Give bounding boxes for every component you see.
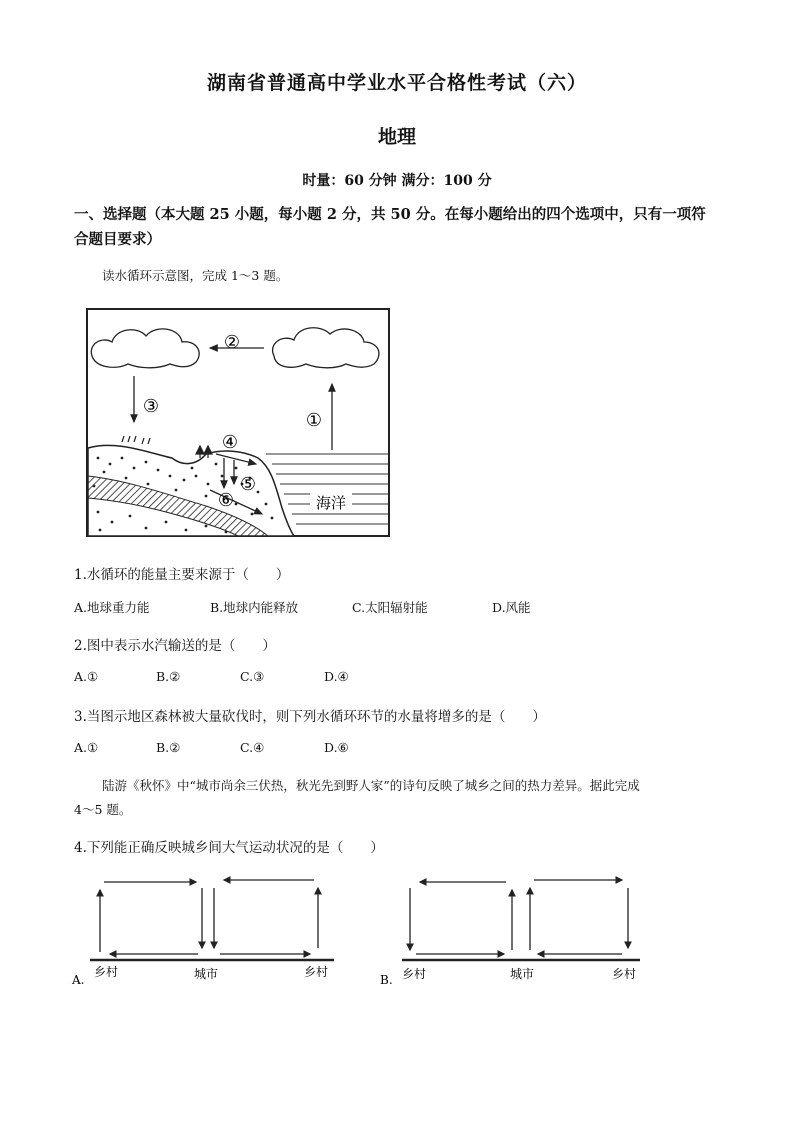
q2-option-b[interactable]: B.② (156, 669, 181, 684)
q4-a-label-center: 城市 (194, 967, 219, 981)
label-4: ④ (221, 432, 239, 453)
q3-option-d[interactable]: D.⑥ (324, 740, 349, 755)
q4-option-a-diagram[interactable] (70, 868, 340, 988)
q3-stem: 3.当图示地区森林被大量砍伐时，则下列水循环环节的水量将增多的是（ ） (74, 709, 546, 725)
q3-option-b[interactable]: B.② (156, 740, 181, 755)
q4-option-a-letter: A. (72, 973, 85, 987)
q4-b-label-center: 城市 (510, 967, 535, 981)
q4-a-label-left: 乡村 (94, 965, 119, 979)
ocean-label: 海洋 (315, 494, 347, 512)
q1-option-a[interactable]: A.地球重力能 (74, 600, 150, 615)
water-cycle-diagram (86, 308, 392, 540)
q4-b-label-left: 乡村 (402, 967, 427, 981)
cloud-right-icon (273, 328, 379, 368)
q2-option-a[interactable]: A.① (74, 669, 99, 684)
label-2: ② (223, 332, 241, 353)
q3-option-a[interactable]: A.① (74, 740, 99, 755)
label-3: ③ (142, 396, 160, 417)
cloud-left-icon (91, 329, 199, 368)
q4-a-label-right: 乡村 (304, 965, 329, 979)
q1-option-b[interactable]: B.地球内能释放 (210, 600, 299, 615)
q4-option-b-diagram[interactable] (378, 868, 648, 988)
q4-option-b-letter: B. (380, 973, 393, 987)
q4-b-label-right: 乡村 (612, 967, 637, 981)
label-6: ⑥ (217, 490, 235, 511)
q3-option-c[interactable]: C.④ (240, 740, 265, 755)
group1-prompt: 读水循环示意图，完成 1～3 题。 (102, 268, 289, 283)
q2-stem: 2.图中表示水汽输送的是（ ） (74, 638, 276, 654)
q1-stem: 1.水循环的能量主要来源于（ ） (74, 567, 290, 583)
q1-option-c[interactable]: C.太阳辐射能 (352, 600, 428, 615)
label-5: ⑤ (239, 474, 257, 495)
exam-title: 湖南省普通高中学业水平合格性考试（六） (206, 72, 587, 94)
section-heading: 一、选择题（本大题 25 小题，每小题 2 分，共 50 分。在每小题给出的四个选项中，只有一项符合题目要求） (74, 206, 706, 248)
q2-option-c[interactable]: C.③ (240, 669, 265, 684)
exam-timing: 时量：60 分钟 满分：100 分 (302, 173, 492, 189)
label-1: ① (305, 410, 323, 431)
q2-option-d[interactable]: D.④ (324, 669, 349, 684)
subject-title: 地理 (377, 126, 416, 148)
q1-option-d[interactable]: D.风能 (492, 600, 531, 615)
q4-stem: 4.下列能正确反映城乡间大气运动状况的是（ ） (74, 840, 384, 856)
group2-prompt-line1: 陆游《秋怀》中“城市尚余三伏热，秋光先到野人家”的诗句反映了城乡之间的热力差异。据此完成 (102, 778, 640, 793)
group2-prompt-line2: 4～5 题。 (74, 802, 132, 817)
